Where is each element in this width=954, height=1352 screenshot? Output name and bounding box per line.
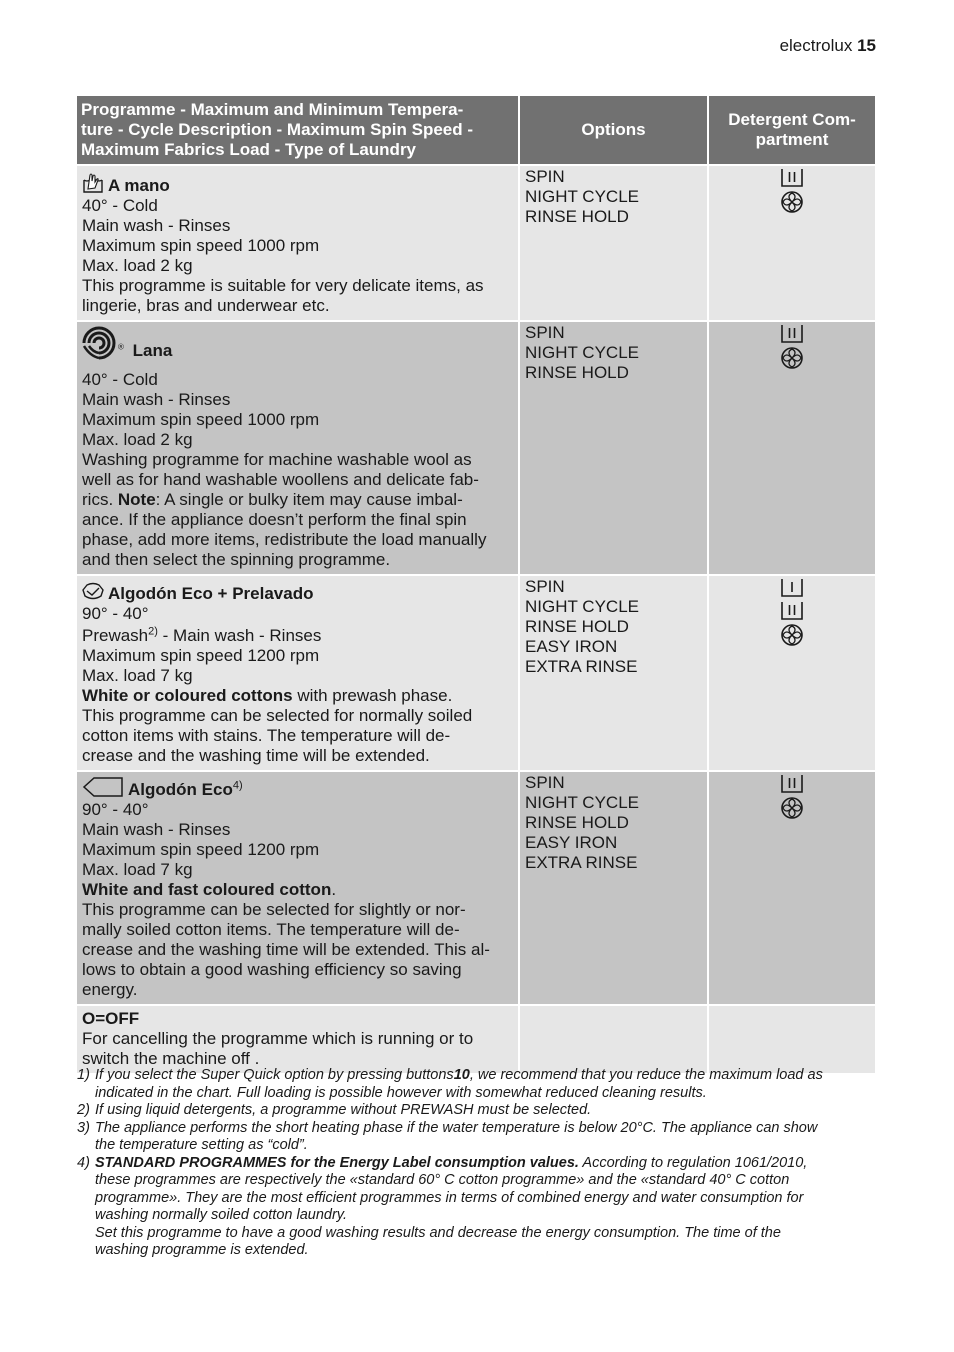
footnotes xyxy=(77,1067,877,1260)
programme-table xyxy=(77,96,875,1073)
main-wash-compartment-icon xyxy=(780,323,804,345)
table-row xyxy=(77,165,875,321)
header-detergent-compartment: Detergent Com- partment xyxy=(708,96,875,165)
brand-name: electrolux xyxy=(779,36,853,55)
table-header-row xyxy=(77,96,875,165)
softener-compartment-icon xyxy=(780,796,804,820)
page-header xyxy=(780,36,876,56)
programme-cell: A mano 40° - Cold Main wash - Rinses Maximum spin speed 1000 rpm Max. load 2 kg This programme is suitable for very delicate items, as lingerie, bras and underwear etc. xyxy=(77,165,519,321)
options-cell xyxy=(519,1005,708,1073)
programme-name: Lana xyxy=(132,341,173,360)
programme-name: Algodón Eco xyxy=(128,780,233,799)
options-cell: SPIN NIGHT CYCLE RINSE HOLD EASY IRON EXTRA RINSE xyxy=(519,575,708,771)
options-cell: SPIN NIGHT CYCLE RINSE HOLD EASY IRON EXTRA RINSE xyxy=(519,771,708,1005)
footnote: 2) If using liquid detergents, a programme without PREWASH must be selected. xyxy=(77,1102,592,1118)
cotton-prewash-icon xyxy=(82,582,104,602)
table-row xyxy=(77,771,875,1005)
footnote: 3) The appliance performs the short heating phase if the water temperature is below 20°C. The appliance can show the temperature setting as “cold”. xyxy=(77,1119,818,1153)
prewash-compartment-icon xyxy=(780,577,804,599)
softener-compartment-icon xyxy=(780,190,804,214)
cotton-eco-icon xyxy=(82,776,124,798)
programme-cell: ® Lana 40° - Cold Main wash - Rinses Maximum spin speed 1000 rpm Max. load 2 kg Washing programme for machine washable wool as well as for hand washable woollens and delicate fab- rics. Note: A single or bulky item may cause imbal- ance. If the appliance doesn’t perform the final spin phase, add more items, redistribute the load manually and then select the spinning programme. xyxy=(77,321,519,575)
header-programme: Programme - Maximum and Minimum Tempera- ture - Cycle Description - Maximum Spin Speed - Maximum Fabrics Load - Type of Laundry xyxy=(77,96,519,165)
programme-cell: Algodón Eco$^{4)}$ 90° - 40° Main wash - Rinses Maximum spin speed 1200 rpm Max. load 7 kg White and fast coloured cotton. This programme can be selected for slightly or nor- mally soiled cotton items. The temperature will de- crease and the washing time will be extended. This al- lows to obtain a good washing efficiency so saving energy. xyxy=(77,771,519,1005)
footnote: 1) If you select the Super Quick option by pressing buttons10, we recommend that you reduce the maximum load as indicated in the chart. Full loading is possible however with somewhat reduced cleaning results. xyxy=(77,1067,823,1101)
softener-compartment-icon xyxy=(780,623,804,647)
page-number: 15 xyxy=(857,36,876,55)
programme-name: O=OFF xyxy=(82,1009,140,1028)
table-row xyxy=(77,1005,875,1073)
woolmark-icon xyxy=(82,326,118,362)
programme-cell: O=OFF For cancelling the programme which is running or to switch the machine off . xyxy=(77,1005,519,1073)
softener-compartment-icon xyxy=(780,346,804,370)
main-wash-compartment-icon xyxy=(780,773,804,795)
options-cell: SPIN NIGHT CYCLE RINSE HOLD xyxy=(519,165,708,321)
table-row xyxy=(77,575,875,771)
table-row xyxy=(77,321,875,575)
compartment-cell xyxy=(708,1005,875,1073)
hand-wash-icon xyxy=(82,172,104,194)
footnote: 4) STANDARD PROGRAMMES for the Energy Label consumption values. According to regulation 1061/2010, these programmes are respectively the «standard 60° C cotton programme» and the «standard 40° C cotton programme». They are the most efficient programmes in terms of combined energy and water consumption for washing normally soiled cotton laundry. Set this programme to have a good washing results and decrease the energy consumption. The time of the washing programme is extended. xyxy=(77,1154,808,1258)
header-options: Options xyxy=(519,96,708,165)
programme-cell: Algodón Eco + Prelavado 90° - 40° Prewash$^{2)}$ - Main wash - Rinses Maximum spin speed 1200 rpm Max. load 7 kg White or coloured cottons with prewash phase. This programme can be selected for normally soiled cotton items with stains. The temperature will de- crease and the washing time will be extended. xyxy=(77,575,519,771)
compartment-cell xyxy=(708,575,875,771)
compartment-cell xyxy=(708,321,875,575)
compartment-cell xyxy=(708,165,875,321)
options-cell: SPIN NIGHT CYCLE RINSE HOLD xyxy=(519,321,708,575)
compartment-cell xyxy=(708,771,875,1005)
programme-name: Algodón Eco + Prelavado xyxy=(108,584,314,603)
main-wash-compartment-icon xyxy=(780,600,804,622)
main-wash-compartment-icon xyxy=(780,167,804,189)
programme-name: A mano xyxy=(108,176,170,195)
